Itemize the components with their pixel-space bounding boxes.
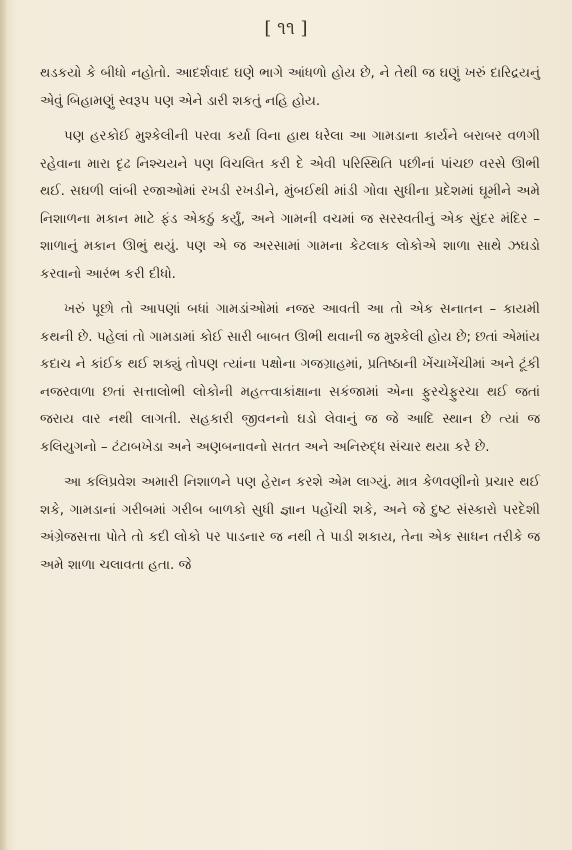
body-text — [40, 60, 540, 579]
page-number: [ ૧૧ ] — [264, 18, 308, 39]
paragraph: પણ હરકોઈ મુશ્કેલીની પરવા કર્યા વિના હાથ ધરેલા આ ગામડાના કાર્યને બરાબર વળગી રહેવાના મારા દૃઢ નિશ્ચયને પણ વિચલિત કરી દે એવી પરિસ્થિતિ પછીનાં પાંચછ વરસે ઊભી થઈ. સઘળી લાંબી રજાઓમાં રખડી રખડીને, મુંબઈથી માંડી ગોવા સુધીના પ્રદેશમાં ઘૂમીને અમે નિશાળના મકાન માટે ફંડ એકઠું કર્યું, અને ગામની વચમાં જ સરસ્વતીનું એક સુંદર મંદિર – શાળાનું મકાન ઊભું થયું. પણ એ જ અરસામાં ગામના કેટલાક લોકોએ શાળા સાથે ઝઘડો કરવાનો આરંભ કરી દીધો. — [40, 129, 540, 282]
paragraph: આ કલિપ્રવેશ અમારી નિશાળને પણ હેરાન કરશે એમ લાગ્યું. માત્ર કેળવણીનો પ્રચાર થઈ શકે, ગામડાનાં ગરીબમાં ગરીબ બાળકો સુધી જ્ઞાન પહોંચી શકે, અને જે દુષ્ટ સંસ્કારો પરદેશી અંગ્રેજસત્તા પોતે તો કદી લોકો પર પાડનાર જ નથી તે પાડી શકાય, તેના એક સાધન તરીકે જ અમે શાળા ચલાવતા હતા. જે — [40, 475, 540, 573]
paragraph: ખરું પૂછો તો આપણાં બધાં ગામડાંઓમાં નજર આવતી આ તો એક સનાતન – કાયમી કથની છે. પહેલાં તો ગામડામાં કોઈ સારી બાબત ઊભી થવાની જ મુશ્કેલી હોય છે; છતાં એમાંય કદાચ ને કાંઈક થઈ શક્યું તોપણ ત્યાંના પક્ષોના ગજગ્રાહમાં, પ્રતિષ્ઠાની ખેંચાખેંચીમાં અને ટૂંકી નજરવાળા છતાં સત્તાલોભી લોકોની મહત્ત્વાકાંક્ષાના સકંજામાં એના ફુરચેફુરચા થઈ જતાં જરાય વાર નથી લાગતી. સહકારી જીવનનો ઘડો લેવાનું જ જે આદિ સ્થાન છે ત્યાં જ કલિયુગનો – ટંટાબખેડા અને અણબનાવનો સતત અને અનિરુદ્ધ સંચાર થયા કરે છે. — [40, 302, 540, 455]
paragraph-continuation: થડકયો કે બીધો નહોતો. આદર્શવાદ ઘણે ભાગે આંધળો હોય છે, ને તેથી જ ઘણું ખરું દારિદ્રયનું એવું બિહામણું સ્વરૂપ પણ એને ડારી શકતું નહિ હોય. — [40, 66, 540, 109]
page-spine-shadow — [0, 0, 8, 850]
